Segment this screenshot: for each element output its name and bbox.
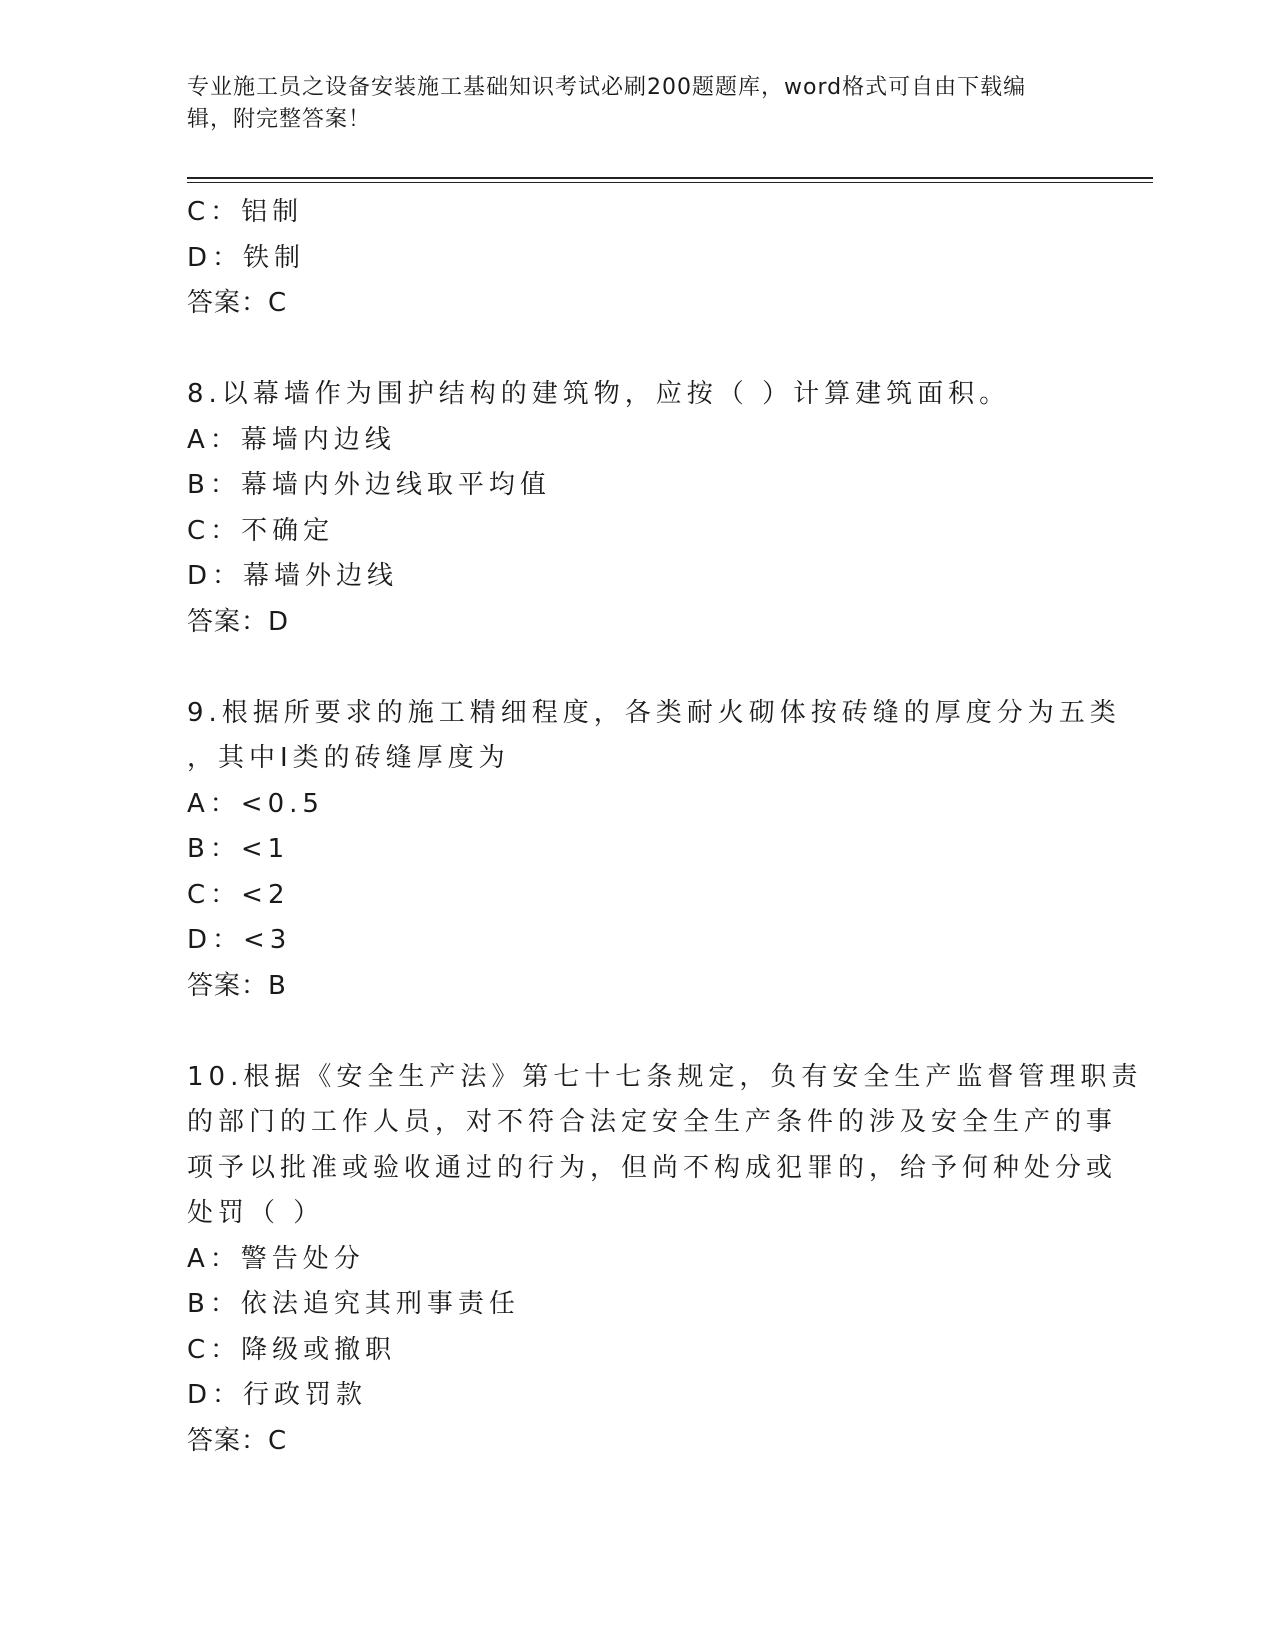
question-content [187,190,1143,1464]
question-text: 的部门的工作人员，对不符合法定安全生产条件的涉及安全生产的事 [187,1107,1118,1137]
question-text: 10.根据《安全生产法》第七十七条规定，负有安全生产监督管理职责 [187,1061,1143,1092]
question-text: 9.根据所要求的施工精细程度，各类耐火砌体按砖缝的厚度分为五类 [187,697,1121,728]
option-d: D：行政罚款 [187,1380,368,1410]
carryover-block [187,190,1087,327]
answer-line: 答案：B [187,970,287,1001]
option-b: B：幕墙内外边线取平均值 [187,470,551,500]
question-8 [187,372,1087,645]
option-a: A：警告处分 [187,1243,365,1274]
option-a: A：<0.5 [187,788,324,819]
option-a: A：幕墙内边线 [187,424,396,455]
question-9 [187,691,1121,1010]
option-c: C：铝制 [187,197,304,227]
option-b: B：<1 [187,834,290,864]
header-rule-thin [187,182,1153,183]
question-text: 8.以幕墙作为围护结构的建筑物，应按（ ）计算建筑面积。 [187,379,1011,409]
question-text: ，其中Ⅰ类的砖缝厚度为 [187,743,510,773]
question-text: 项予以批准或验收通过的行为，但尚不构成犯罪的，给予何种处分或 [187,1152,1118,1183]
option-c: C：<2 [187,879,290,910]
option-c: C：降级或撤职 [187,1334,397,1365]
option-d: D：<3 [187,925,292,955]
answer-line: 答案：C [187,288,288,318]
option-d: D：幕墙外边线 [187,561,399,591]
answer-line: 答案：C [187,1425,288,1456]
answer-line: 答案：D [187,606,290,637]
question-10 [187,1055,1143,1465]
option-b: B：依法追究其刑事责任 [187,1289,520,1319]
question-text: 处罚（ ） [187,1198,325,1228]
header-rule-thick [187,177,1153,179]
option-c: C：不确定 [187,515,335,546]
option-d: D：铁制 [187,242,306,273]
document-header: 专业施工员之设备安装施工基础知识考试必刷200题题库，word格式可自由下载编辑，附完整答案！ [187,75,1027,132]
